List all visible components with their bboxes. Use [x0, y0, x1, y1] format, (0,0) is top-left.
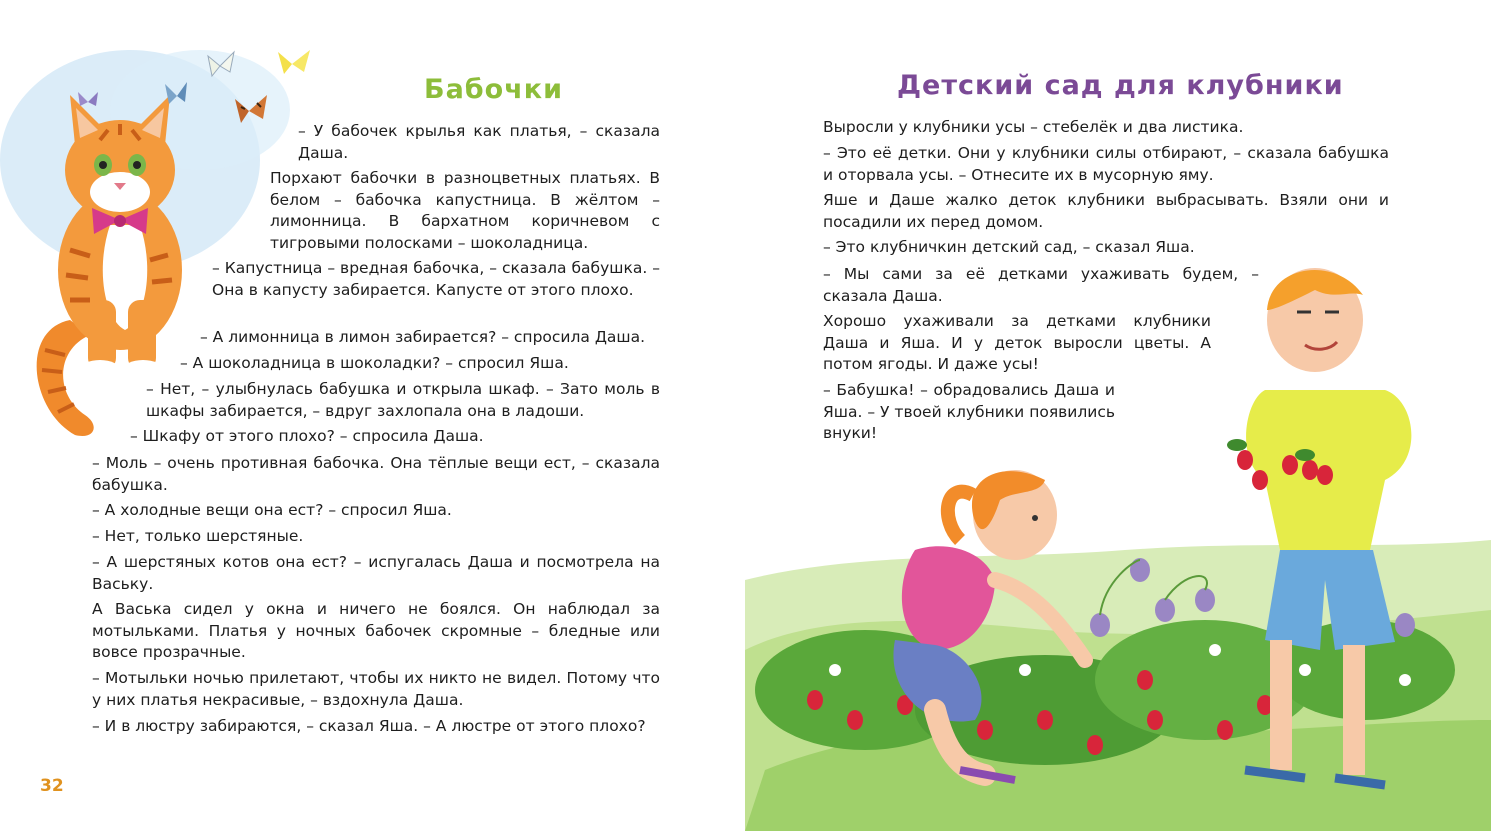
paragraph: Порхают бабочки в разноцветных платьях. В белом – бабочка капустница. В жёлтом – лимонница. В бархатном коричневом с тигровыми полосками – шоколадница. [270, 169, 660, 252]
paragraph: – А шерстяных котов она ест? – испугалась Даша и посмотрела на Ваську. [92, 553, 660, 593]
paragraph: – Бабушка! – обрадовались Даша и Яша. – У твоей клубники появились внуки! [823, 381, 1115, 442]
paragraph: Хорошо ухаживали за детками клубники Даша и Яша. И у деток выросли цветы. А потом ягоды. И даже усы! [823, 312, 1211, 373]
paragraph: – Это клубничкин детский сад, – сказал Яша. [823, 238, 1195, 256]
paragraph: – У бабочек крылья как платья, – сказала Даша. [298, 122, 660, 162]
paragraph: – Это её детки. Они у клубники силы отбирают, – сказала бабушка и оторвала усы. – Отнесите их в мусорную яму. [823, 144, 1389, 184]
paragraph: – Капустница – вредная бабочка, – сказала бабушка. – Она в капусту забирается. Капусте от этого плохо. [212, 259, 660, 299]
children-strawberries-illustration [745, 250, 1491, 831]
paragraph: – А лимонница в лимон забирается? – спросила Даша. [200, 328, 646, 346]
paragraph: А Васька сидел у окна и ничего не боялся. Он наблюдал за мотыльками. Платья у ночных бабочек скромные – бледные или вовсе прозрачные. [92, 600, 660, 661]
butterflies-illustration [70, 40, 330, 140]
page-number: 32 [40, 776, 64, 796]
paragraph: – А шоколадница в шоколадки? – спросил Яша. [180, 354, 569, 372]
left-page [0, 0, 745, 831]
page-title: Бабочки [424, 74, 563, 105]
paragraph: – Нет, только шерстяные. [92, 527, 304, 545]
paragraph: – А холодные вещи она ест? – спросил Яша. [92, 501, 452, 519]
page-title: Детский сад для клубники [897, 70, 1344, 101]
paragraph: Яше и Даше жалко деток клубники выбрасывать. Взяли они и посадили их перед домом. [823, 191, 1389, 231]
paragraph: – Мы сами за её детками ухаживать будем, – сказала Даша. [823, 265, 1259, 305]
paragraph: – Мотыльки ночью прилетают, чтобы их никто не видел. Потому что у них платья некрасивые, – вздохнула Даша. [92, 669, 660, 709]
paragraph: – Нет, – улыбнулась бабушка и открыла шкаф. – Зато моль в шкафы забирается, – вдруг захлопала она в ладоши. [146, 380, 660, 420]
paragraph: – Шкафу от этого плохо? – спросила Даша. [130, 427, 484, 445]
paragraph: Выросли у клубники усы – стебелёк и два листика. [823, 118, 1244, 136]
paragraph: – Моль – очень противная бабочка. Она тёплые вещи ест, – сказала бабушка. [92, 454, 660, 494]
paragraph: – И в люстру забираются, – сказал Яша. – А люстре от этого плохо? [92, 717, 646, 735]
right-page [745, 0, 1491, 831]
